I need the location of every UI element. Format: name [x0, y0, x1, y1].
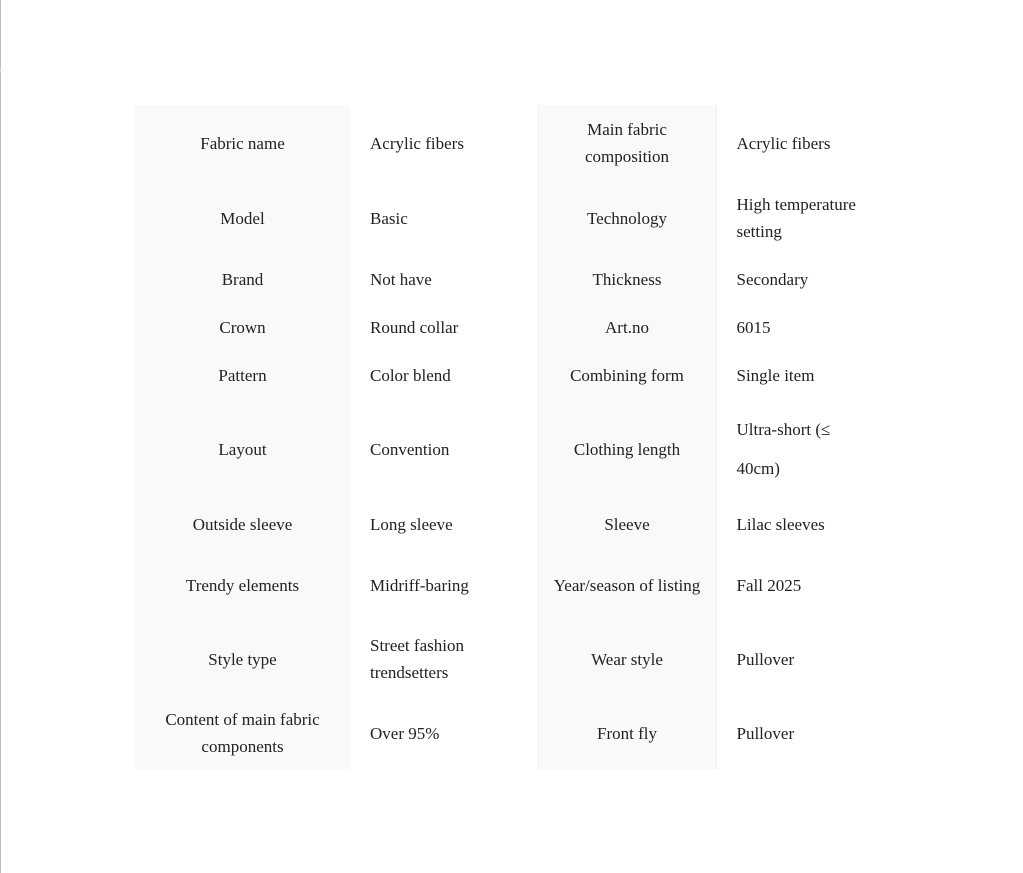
spec-label: Content of main fabric components — [135, 697, 350, 769]
spec-value: Round collar — [350, 303, 538, 351]
spec-label: Clothing length — [538, 399, 716, 499]
spec-value: Pullover — [736, 649, 795, 669]
spec-label: Crown — [135, 303, 350, 351]
spec-label: Combining form — [538, 351, 716, 399]
spec-value: Color blend — [350, 351, 538, 399]
product-spec-table — [135, 105, 875, 769]
spec-label: Wear style — [538, 621, 716, 697]
spec-value: Long sleeve — [350, 499, 538, 549]
table-row — [135, 549, 875, 621]
spec-label: Thickness — [538, 255, 716, 303]
table-row — [135, 697, 875, 769]
spec-label: Fabric name — [135, 105, 350, 181]
table-row — [135, 621, 875, 697]
spec-label: Outside sleeve — [135, 499, 350, 549]
table-row — [135, 181, 875, 255]
spec-value: Fall 2025 — [736, 575, 802, 595]
spec-label: Art.no — [538, 303, 716, 351]
table-row — [135, 105, 875, 181]
spec-value: Pullover — [736, 723, 795, 743]
spec-value: Single item — [736, 365, 815, 385]
spec-label: Sleeve — [538, 499, 716, 549]
spec-value: Ultra-short (≤ 40cm) — [736, 420, 831, 478]
spec-label: Style type — [135, 621, 350, 697]
spec-value: 6015 — [736, 317, 771, 337]
page-left-border-notch — [0, 70, 1, 71]
spec-value: Secondary — [736, 269, 809, 289]
table-row — [135, 351, 875, 399]
spec-label: Technology — [538, 181, 716, 255]
table-row — [135, 303, 875, 351]
spec-value: Acrylic fibers — [736, 133, 831, 153]
spec-value: Midriff-baring — [350, 549, 538, 621]
spec-value: Basic — [350, 181, 538, 255]
spec-label: Year/season of listing — [538, 549, 716, 621]
spec-value: High temperature setting — [736, 195, 856, 241]
spec-value: Street fashion trendsetters — [350, 621, 538, 697]
spec-label: Layout — [135, 399, 350, 499]
spec-value: Not have — [350, 255, 538, 303]
spec-value: Lilac sleeves — [736, 514, 825, 534]
spec-label: Model — [135, 181, 350, 255]
table-row — [135, 399, 875, 499]
table-row — [135, 499, 875, 549]
table-row — [135, 255, 875, 303]
spec-label: Pattern — [135, 351, 350, 399]
spec-value: Convention — [350, 399, 538, 499]
spec-value: Acrylic fibers — [350, 105, 538, 181]
spec-label: Brand — [135, 255, 350, 303]
page-left-border — [0, 0, 1, 873]
spec-label: Trendy elements — [135, 549, 350, 621]
spec-label: Main fabric composition — [538, 105, 716, 181]
spec-value: Over 95% — [350, 697, 538, 769]
spec-label: Front fly — [538, 697, 716, 769]
